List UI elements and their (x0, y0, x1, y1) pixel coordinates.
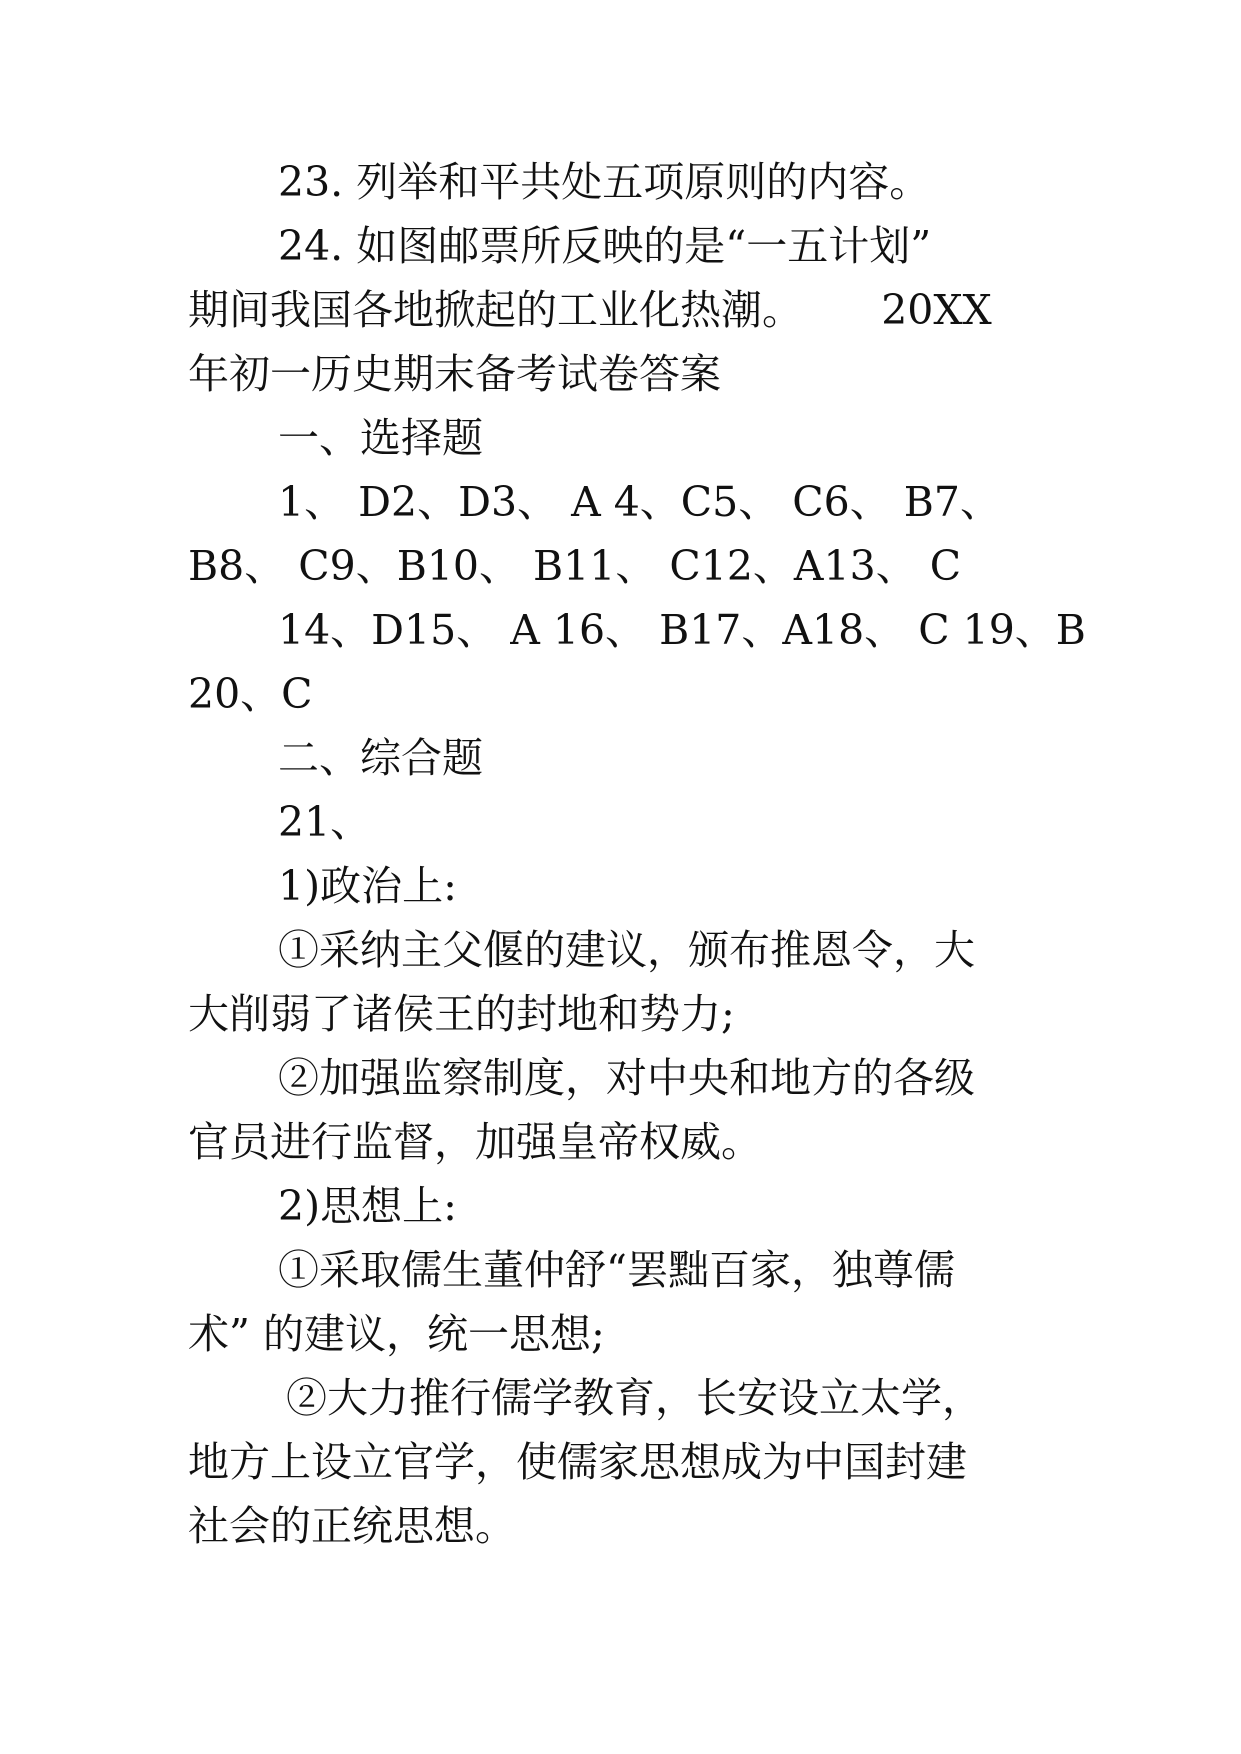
thought-subheading: 2)思想上: (278, 1182, 457, 1230)
question-24-line-2: 期间我国各地掀起的工业化热潮。 20XX (188, 286, 992, 334)
politics-point-2-line-1: ②加强监察制度，对中央和地方的各级 (278, 1054, 975, 1102)
choice-answers-line-1: 1、 D2、D3、 A 4、C5、 C6、 B7、 (278, 478, 1001, 526)
politics-point-1-line-1: ①采纳主父偃的建议，颁布推恩令，大 (278, 926, 975, 974)
thought-point-2-line-3: 社会的正统思想。 (188, 1502, 516, 1550)
thought-point-2-line-1: ②大力推行儒学教育，长安设立太学， (286, 1374, 983, 1422)
politics-point-2-line-2: 官员进行监督，加强皇帝权威。 (188, 1118, 762, 1166)
choice-answers-line-4: 20、C (188, 670, 313, 718)
thought-point-2-line-2: 地方上设立官学，使儒家思想成为中国封建 (188, 1438, 967, 1486)
politics-point-1-line-2: 大削弱了诸侯王的封地和势力; (188, 990, 735, 1038)
politics-subheading: 1)政治上: (278, 862, 457, 910)
choice-answers-line-3: 14、D15、 A 16、 B17、A18、 C 19、B (278, 606, 1086, 654)
thought-point-1-line-1: ①采取儒生董仲舒“罢黜百家，独尊儒 (278, 1246, 955, 1294)
thought-point-1-line-2: 术” 的建议，统一思想; (188, 1310, 605, 1358)
choice-answers-line-2: B8、 C9、B10、 B11、 C12、A13、 C (188, 542, 962, 590)
answer-title: 年初一历史期末备考试卷答案 (188, 350, 721, 398)
section-heading-choice: 一、选择题 (278, 414, 483, 462)
question-24-line-1: 24. 如图邮票所反映的是“一五计划” (278, 222, 932, 270)
section-heading-comprehensive: 二、综合题 (278, 734, 483, 782)
question-21-number: 21、 (278, 798, 372, 846)
question-23: 23. 列举和平共处五项原则的内容。 (278, 158, 931, 206)
